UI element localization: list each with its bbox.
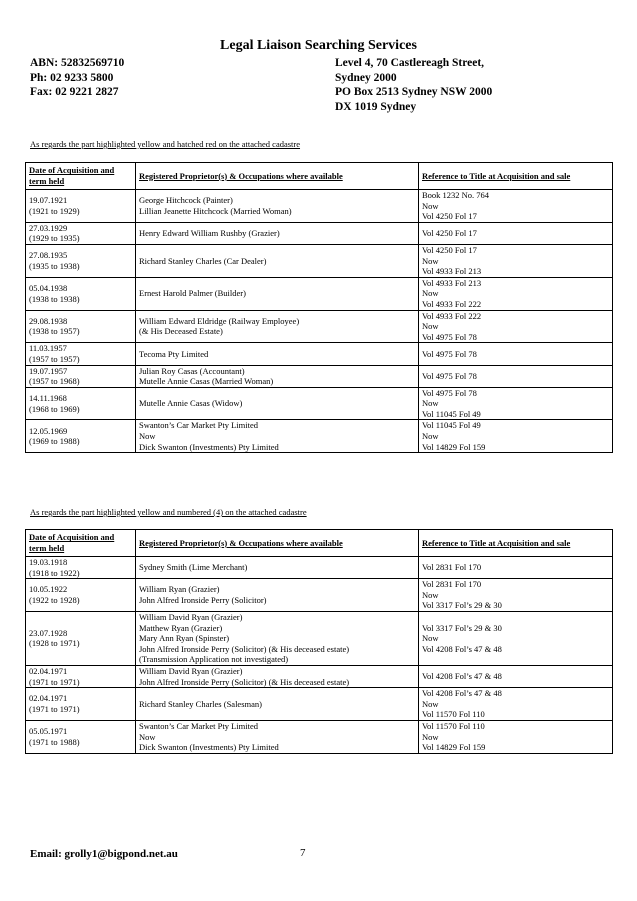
cell-line: Vol 4975 Fol 78 (422, 370, 477, 381)
cell-line: Vol 4933 Fol 222 (422, 298, 482, 309)
fax: Fax: 02 9221 2827 (30, 86, 119, 98)
column-header-date: Date of Acquisition and term held (26, 163, 136, 190)
city: Sydney 2000 (335, 71, 397, 84)
table-row (26, 310, 613, 343)
cell-line: Vol 4975 Fol 78 (422, 348, 477, 359)
cell-line: (1971 to 1971) (29, 676, 80, 687)
cell-line: Richard Stanley Charles (Car Dealer) (139, 255, 267, 266)
column-header-reference: Reference to Title at Acquisition and sale (419, 530, 613, 557)
proprietors-cell (136, 365, 419, 387)
reference-cell (419, 343, 613, 365)
cell-line: Vol 11045 Fol 49 (422, 408, 481, 419)
date-cell (26, 365, 136, 387)
cell-line: Book 1232 No. 764 (422, 190, 490, 200)
date-cell (26, 611, 136, 665)
cell-line: Now (422, 398, 439, 409)
cell-line: Vol 14829 Fol 159 (422, 441, 486, 452)
cell-line: 27.03.1929 (29, 222, 68, 233)
cell-line: Richard Stanley Charles (Salesman) (139, 698, 262, 709)
proprietors-cell (136, 244, 419, 277)
cell-line: John Alfred Ironside Perry (Solicitor) (& His deceased estate) (139, 676, 350, 687)
reference-cell (419, 365, 613, 387)
date-cell (26, 343, 136, 365)
column-header-proprietors: Registered Proprietor(s) & Occupations where available (136, 163, 419, 190)
abn: ABN: 52832569710 (30, 57, 125, 69)
cell-line: 02.04.1971 (29, 693, 68, 704)
title-history-table-2 (25, 529, 613, 754)
cell-line: Mutelle Annie Casas (Married Woman) (139, 376, 274, 387)
date-cell (26, 688, 136, 721)
cell-line: Vol 4250 Fol 17 (422, 228, 477, 239)
cell-line: Now (422, 255, 439, 266)
cell-line: Vol 11570 Fol 110 (422, 709, 485, 720)
cell-line: (1957 to 1957) (29, 353, 80, 364)
cell-line: Now (422, 633, 439, 644)
date-cell (26, 277, 136, 310)
date-cell (26, 420, 136, 453)
cell-line: Mary Ann Ryan (Spinster) (139, 633, 230, 644)
cell-line: Dick Swanton (Investments) Pty Limited (139, 441, 279, 452)
cell-line: 14.11.1968 (29, 392, 67, 403)
page-number: 7 (300, 847, 306, 859)
proprietors-cell (136, 579, 419, 612)
cell-line: Now (422, 288, 439, 299)
po-box: PO Box 2513 Sydney NSW 2000 (335, 86, 493, 98)
proprietors-cell (136, 665, 419, 687)
cell-line: Matthew Ryan (Grazier) (139, 622, 223, 633)
cell-line: 11.03.1957 (29, 343, 67, 354)
cell-line: Dick Swanton (Investments) Pty Limited (139, 742, 279, 753)
column-header-proprietors: Registered Proprietor(s) & Occupations where available (136, 530, 419, 557)
cell-line: Now (422, 731, 439, 742)
cell-line: Now (139, 731, 156, 742)
table-row (26, 244, 613, 277)
cell-line: Now (422, 431, 439, 442)
cell-line: Vol 3317 Fol’s 29 & 30 (422, 622, 502, 633)
date-cell (26, 665, 136, 687)
cell-line: Sydney Smith (Lime Merchant) (139, 562, 248, 573)
reference-cell (419, 557, 613, 579)
table-row (26, 579, 613, 612)
postal-address (335, 56, 492, 114)
cell-line: (1918 to 1922) (29, 567, 80, 578)
title-history-table-1 (25, 162, 613, 453)
cell-line: Vol 4975 Fol 78 (422, 331, 477, 342)
table-row (26, 277, 613, 310)
cell-line: William Ryan (Grazier) (139, 584, 220, 595)
cell-line: 05.05.1971 (29, 726, 68, 737)
reference-cell (419, 420, 613, 453)
cell-line: (1921 to 1929) (29, 205, 80, 216)
date-cell (26, 720, 136, 753)
proprietors-cell (136, 222, 419, 244)
cell-line: Vol 4933 Fol 213 (422, 277, 482, 288)
dx-number: DX 1019 Sydney (335, 100, 417, 113)
table-row (26, 688, 613, 721)
cell-line: (1935 to 1938) (29, 260, 80, 271)
cell-line: Vol 4208 Fol’s 47 & 48 (422, 671, 502, 682)
cell-line: John Alfred Ironside Perry (Solicitor) (139, 595, 267, 606)
cell-line: Vol 14829 Fol 159 (422, 742, 486, 753)
cell-line: Vol 4208 Fol’s 47 & 48 (422, 688, 502, 699)
table-row (26, 557, 613, 579)
cell-line: (1957 to 1968) (29, 376, 80, 387)
cell-line: (1938 to 1957) (29, 326, 80, 337)
cell-line: Vol 4208 Fol’s 47 & 48 (422, 643, 502, 654)
cell-line: Julian Roy Casas (Accountant) (139, 365, 245, 376)
cell-line: 23.07.1928 (29, 627, 68, 638)
cell-line: Vol 2831 Fol 170 (422, 579, 482, 590)
proprietors-cell (136, 190, 419, 223)
proprietors-cell (136, 310, 419, 343)
cell-line: 19.07.1921 (29, 195, 68, 206)
table-row (26, 665, 613, 687)
cell-line: 12.05.1969 (29, 425, 68, 436)
cell-line: Now (422, 200, 439, 211)
cell-line: Now (422, 321, 439, 332)
cell-line: William David Ryan (Grazier) (139, 611, 243, 622)
street-address: Level 4, 70 Castlereagh Street, (335, 57, 485, 69)
cell-line: 19.07.1957 (29, 365, 68, 376)
cell-line: (1971 to 1971) (29, 704, 80, 715)
proprietors-cell (136, 277, 419, 310)
footer-email: Email: grolly1@bigpond.net.au (30, 848, 178, 860)
cell-line: Now (422, 698, 439, 709)
cell-line: (1968 to 1969) (29, 403, 80, 414)
table-row (26, 720, 613, 753)
reference-cell (419, 579, 613, 612)
table-row (26, 387, 613, 420)
cell-line: Vol 4933 Fol 213 (422, 266, 482, 277)
cell-line: Vol 11570 Fol 110 (422, 720, 485, 731)
phone: Ph: 02 9233 5800 (30, 71, 114, 84)
reference-cell (419, 387, 613, 420)
column-header-reference: Reference to Title at Acquisition and sale (419, 163, 613, 190)
cell-line: 05.04.1938 (29, 283, 68, 294)
proprietors-cell (136, 688, 419, 721)
column-header-date: Date of Acquisition and term held (26, 530, 136, 557)
reference-cell (419, 665, 613, 687)
section-2-note: As regards the part highlighted yellow and numbered (4) on the attached cadastre (30, 507, 307, 517)
section-1-note: As regards the part highlighted yellow and hatched red on the attached cadastre (30, 139, 301, 149)
cell-line: Swanton’s Car Market Pty Limited (139, 720, 258, 731)
cell-line: 27.08.1935 (29, 250, 68, 261)
cell-line: (1928 to 1971) (29, 638, 80, 649)
table-header-row (26, 163, 613, 190)
company-name: Legal Liaison Searching Services (220, 38, 417, 53)
table-header-row (26, 530, 613, 557)
cell-line: Vol 4250 Fol 17 (422, 244, 477, 255)
reference-cell (419, 244, 613, 277)
cell-line: (1938 to 1938) (29, 293, 80, 304)
cell-line: Tecoma Pty Limited (139, 348, 209, 359)
proprietors-cell (136, 343, 419, 365)
contact-details (30, 56, 124, 100)
cell-line: Ernest Harold Palmer (Builder) (139, 288, 246, 299)
cell-line: Vol 3317 Fol’s 29 & 30 (422, 600, 502, 611)
cell-line: Now (139, 431, 156, 442)
cell-line: (1929 to 1935) (29, 233, 80, 244)
proprietors-cell (136, 420, 419, 453)
cell-line: (1969 to 1988) (29, 436, 80, 447)
cell-line: Vol 4933 Fol 222 (422, 310, 482, 321)
date-cell (26, 387, 136, 420)
date-cell (26, 244, 136, 277)
proprietors-cell (136, 720, 419, 753)
cell-line: George Hitchcock (Painter) (139, 195, 233, 206)
cell-line: Vol 11045 Fol 49 (422, 420, 481, 431)
cell-line: 29.08.1938 (29, 315, 68, 326)
table-row (26, 190, 613, 223)
proprietors-cell (136, 387, 419, 420)
cell-line: (1971 to 1988) (29, 736, 80, 747)
cell-line: (& His Deceased Estate) (139, 326, 223, 337)
cell-line: Now (422, 589, 439, 600)
cell-line: Mutelle Annie Casas (Widow) (139, 398, 243, 409)
table-row (26, 420, 613, 453)
cell-line: Vol 4975 Fol 78 (422, 387, 477, 398)
proprietors-cell (136, 557, 419, 579)
date-cell (26, 222, 136, 244)
table-row (26, 222, 613, 244)
proprietors-cell (136, 611, 419, 665)
reference-cell (419, 277, 613, 310)
cell-line: Lillian Jeanette Hitchcock (Married Woman) (139, 205, 292, 216)
cell-line: Vol 2831 Fol 170 (422, 562, 482, 573)
table-row (26, 365, 613, 387)
cell-line: (Transmission Application not investigated) (139, 654, 289, 665)
cell-line: Henry Edward William Rushby (Grazier) (139, 228, 280, 239)
table-row (26, 343, 613, 365)
reference-cell (419, 190, 613, 223)
reference-cell (419, 310, 613, 343)
date-cell (26, 557, 136, 579)
cell-line: William David Ryan (Grazier) (139, 665, 243, 676)
cell-line: 10.05.1922 (29, 584, 68, 595)
reference-cell (419, 688, 613, 721)
reference-cell (419, 222, 613, 244)
cell-line: (1922 to 1928) (29, 595, 80, 606)
date-cell (26, 190, 136, 223)
date-cell (26, 579, 136, 612)
cell-line: William Edward Eldridge (Railway Employee) (139, 315, 300, 326)
cell-line: Swanton’s Car Market Pty Limited (139, 420, 258, 431)
table-row (26, 611, 613, 665)
reference-cell (419, 720, 613, 753)
cell-line: Vol 4250 Fol 17 (422, 211, 477, 222)
reference-cell (419, 611, 613, 665)
cell-line: John Alfred Ironside Perry (Solicitor) (& His deceased estate) (139, 643, 350, 654)
date-cell (26, 310, 136, 343)
cell-line: 02.04.1971 (29, 665, 68, 676)
cell-line: 19.03.1918 (29, 557, 68, 567)
